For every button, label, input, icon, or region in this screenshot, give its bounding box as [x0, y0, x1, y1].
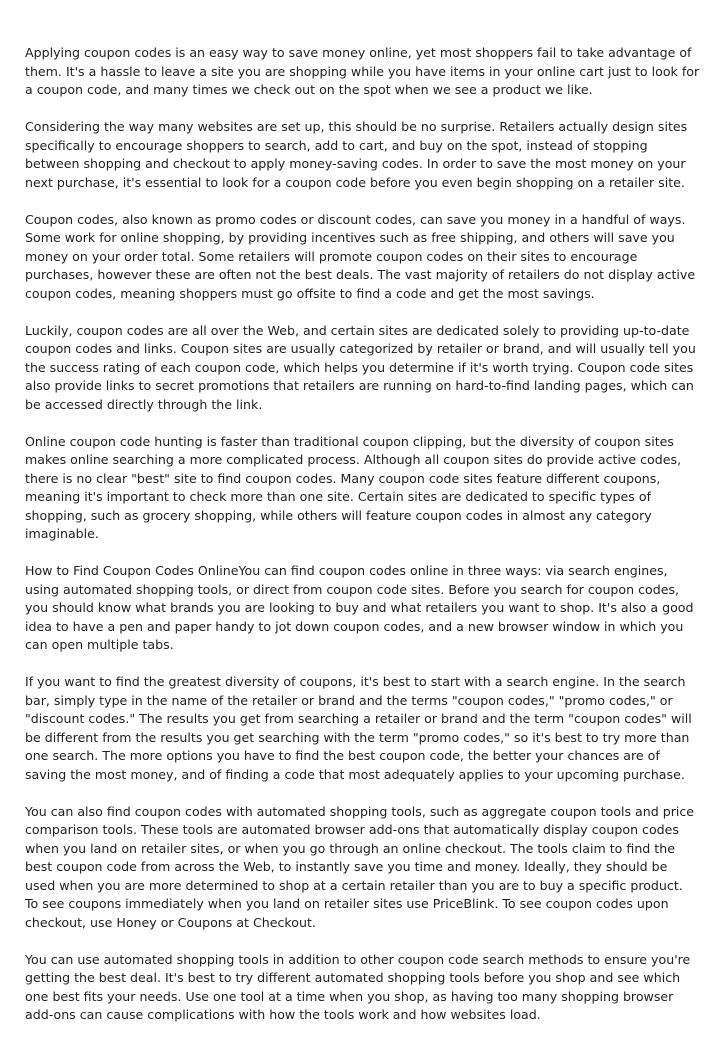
paragraph-2: Considering the way many websites are set up, this should be no surprise. Retailers actually design sites specifically to encourage shoppers to search, add to cart, and buy on the spot, instead of stopping between shopping and checkout to apply money-saving codes. In order to save the most money on your next purchase, it's essential to look for a coupon code before you even begin shopping on a retailer site. — [25, 119, 688, 190]
paragraph-9: You can use automated shopping tools in addition to other coupon code search methods to ensure you're getting the best deal. It's best to try different automated shopping tools before you shop and see which one best fits your needs. Use one tool at a time when you shop, as having too many shopping browser add-ons can cause complications with how the tools work and how websites load. — [25, 951, 691, 1022]
paragraph-6: How to Find Coupon Codes OnlineYou can find coupon codes online in three ways: via search engines, using automated shopping tools, or direct from coupon code sites. Before you search for coupon codes, you should know what brands you are looking to buy and what retailers you want to shop. It's also a good idea to have a pen and paper handy to jot down coupon codes, and a new browser window in which you can open multiple tabs. — [25, 563, 694, 652]
paragraph-8: You can also find coupon codes with automated shopping tools, such as aggregate coupon tools and price comparison tools. These tools are automated browser add-ons that automatically display coupon codes when you land on retailer sites, or when you go through an online checkout. The tools claim to find the best coupon code from across the Web, to instantly save you time and money. Ideally, they should be used when you are more determined to shop at a certain retailer than you are to buy a specific product. To see coupons immediately when you land on retailer sites use PriceBlink. To see coupon codes upon checkout, use Honey or Coupons at Checkout. — [25, 803, 695, 930]
paragraph-1: Applying coupon codes is an easy way to save money online, yet most shoppers fail to take advantage of them. It's a hassle to leave a site you are shopping while you have items in your online cart just to look for a coupon code, and many times we check out on the spot when we see a product we like. — [25, 45, 700, 97]
paragraph-3: Coupon codes, also known as promo codes or discount codes, can save you money in a handful of ways. Some work for online shopping, by providing incentives such as free shipping, and others will save you money on your order total. Some retailers will promote coupon codes on their sites to encourage purchases, however these are often not the best deals. The vast majority of retailers do not display active coupon codes, meaning shoppers must go offsite to find a code and get the most savings. — [25, 211, 696, 301]
paragraph-5: Online coupon code hunting is faster than traditional coupon clipping, but the diversity of coupon sites makes online searching a more complicated process. Although all coupon sites do provide active codes, there is no clear "best" site to find coupon codes. Many coupon code sites feature different coupons, meaning it's important to check more than one site. Certain sites are dedicated to specific types of shopping, such as grocery shopping, while others will feature coupon codes in almost any category imaginable. — [25, 433, 682, 541]
paragraph-4: Luckily, coupon codes are all over the Web, and certain sites are dedicated solely to providing up-to-date coupon codes and links. Coupon sites are usually categorized by retailer or brand, and will usually tell you the success rating of each coupon code, which helps you determine if it's worth trying. Coupon code sites also provide links to secret promotions that retailers are running on hard-to-find landing pages, which can be accessed directly through the link. — [25, 322, 696, 412]
article-body — [25, 44, 700, 1043]
paragraph-7: If you want to find the greatest diversity of coupons, it's best to start with a search engine. In the search bar, simply type in the name of the retailer or brand and the terms "coupon codes," "promo codes," or "discount codes." The results you get from searching a retailer or brand and the term "coupon codes" will be different from the results you get searching with the term "promo codes," so it's best to try more than one search. The more options you have to find the best coupon code, the better your chances are of saving the most money, and of finding a code that most adequately applies to your upcoming purchase. — [25, 674, 692, 782]
